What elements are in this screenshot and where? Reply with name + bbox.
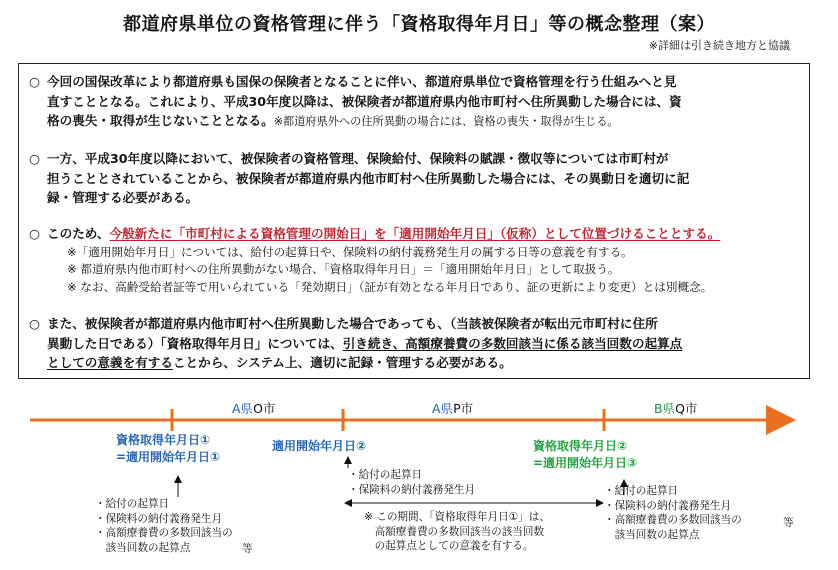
paragraph-1 xyxy=(29,72,801,132)
paragraph-3 xyxy=(29,224,801,296)
p4-line1: また、被保険者が都道府県内他市町村へ住所異動した場合であっても、（当該被保険者が転出元市町村に住所 xyxy=(47,316,658,331)
p2-line3: 録・管理する必要がある。 xyxy=(47,190,199,205)
circle-bullet-icon: ○ xyxy=(29,316,40,331)
event-2-label: 適用開始年月日② xyxy=(272,439,367,453)
p4-line2b: 引き続き、高額療養費の多数回該当に係る該当回数の起算点 xyxy=(342,335,683,351)
p3-emphasis: 今般新たに「市町村による資格管理の開始日」を「適用開始年月日」（仮称）として位置づけることとする。 xyxy=(109,226,721,241)
p3-sub2: ※ 都道府県内他市町村への住所異動がない場合、「資格取得年月日」＝「適用開始年月日」として取扱う。 xyxy=(67,262,620,276)
footnote: ※詳細は引き続き地方と協議 xyxy=(648,39,790,52)
p1-note: ※都道府県外への住所異動の場合には、資格の喪失・取得が生じる。 xyxy=(273,115,619,128)
p2-line2: 担うこととされていることから、被保険者が都道府県内他市町村へ住所異動した場合には、その異動日を適切に記 xyxy=(47,170,690,186)
segment-label-3: B県Q市 xyxy=(654,401,698,416)
segment-label-2: A県P市 xyxy=(432,401,474,416)
list-3-etc: 等 xyxy=(783,517,794,529)
list-3: ・給付の起算日 ・保険料の納付義務発生月 ・高額療養費の多数回該当の 該当回数の起算点 xyxy=(604,485,742,541)
p4-line3b: ことから、システム上、適切に記録・管理する必要がある。 xyxy=(172,355,512,370)
p1-line3: 格の喪失・取得が生じないこととなる。 xyxy=(47,113,274,128)
circle-bullet-icon: ○ xyxy=(29,226,40,241)
p1-line2: 直すこととなる。これにより、平成30年度以降は、被保険者が都道府県内他市町村へ住所異動した場合には、資 xyxy=(47,93,682,109)
p4-line3a: としての意義を有する xyxy=(47,355,173,370)
period-note: ※ この期間、「資格取得年月日①」は、 高額療養費の多数回該当の該当回数 の起算点としての意義を有する。 xyxy=(364,511,550,552)
p3-sub1: ※「適用開始年月日」については、給付の起算日や、保険料の納付義務発生月の属する日等の意義を有する。 xyxy=(67,244,633,259)
p1-line1: 今回の国保改革により都道府県も国保の保険者となることに伴い、都道府県単位で資格管理を行う仕組みへと見 xyxy=(47,74,677,89)
circle-bullet-icon: ○ xyxy=(29,151,40,166)
segment-label-1: A県O市 xyxy=(232,401,276,416)
p4-line2a: 異動した日である）「資格取得年月日」については、 xyxy=(47,335,343,351)
circle-bullet-icon: ○ xyxy=(29,74,40,89)
explanation-box xyxy=(18,63,810,379)
p2-line1: 一方、平成30年度以降において、被保険者の資格管理、保険給付、保険料の賦課・徴収等については市町村が xyxy=(47,151,669,166)
event-1-label: 資格取得年月日① =適用開始年月日① xyxy=(116,433,221,464)
event-3-label: 資格取得年月日② =適用開始年月日③ xyxy=(533,439,638,470)
paragraph-2 xyxy=(29,149,801,208)
p3-lead: このため、 xyxy=(47,226,110,241)
paragraph-4 xyxy=(29,314,801,373)
list-2: ・給付の起算日 ・保険料の納付義務発生月 xyxy=(348,469,476,496)
list-1: ・給付の起算日 ・保険料の納付義務発生月 ・高額療養費の多数回該当の 該当回数の起算点 xyxy=(95,498,233,554)
p3-sub3: ※ なお、高齢受給者証等で用いられている「発効期日」（証が有効となる年月日であり、証の更新により変更）とは別概念。 xyxy=(67,279,713,294)
list-1-etc: 等 xyxy=(242,543,253,555)
page-title: 都道府県単位の資格管理に伴う「資格取得年月日」等の概念整理（案） xyxy=(123,14,715,35)
